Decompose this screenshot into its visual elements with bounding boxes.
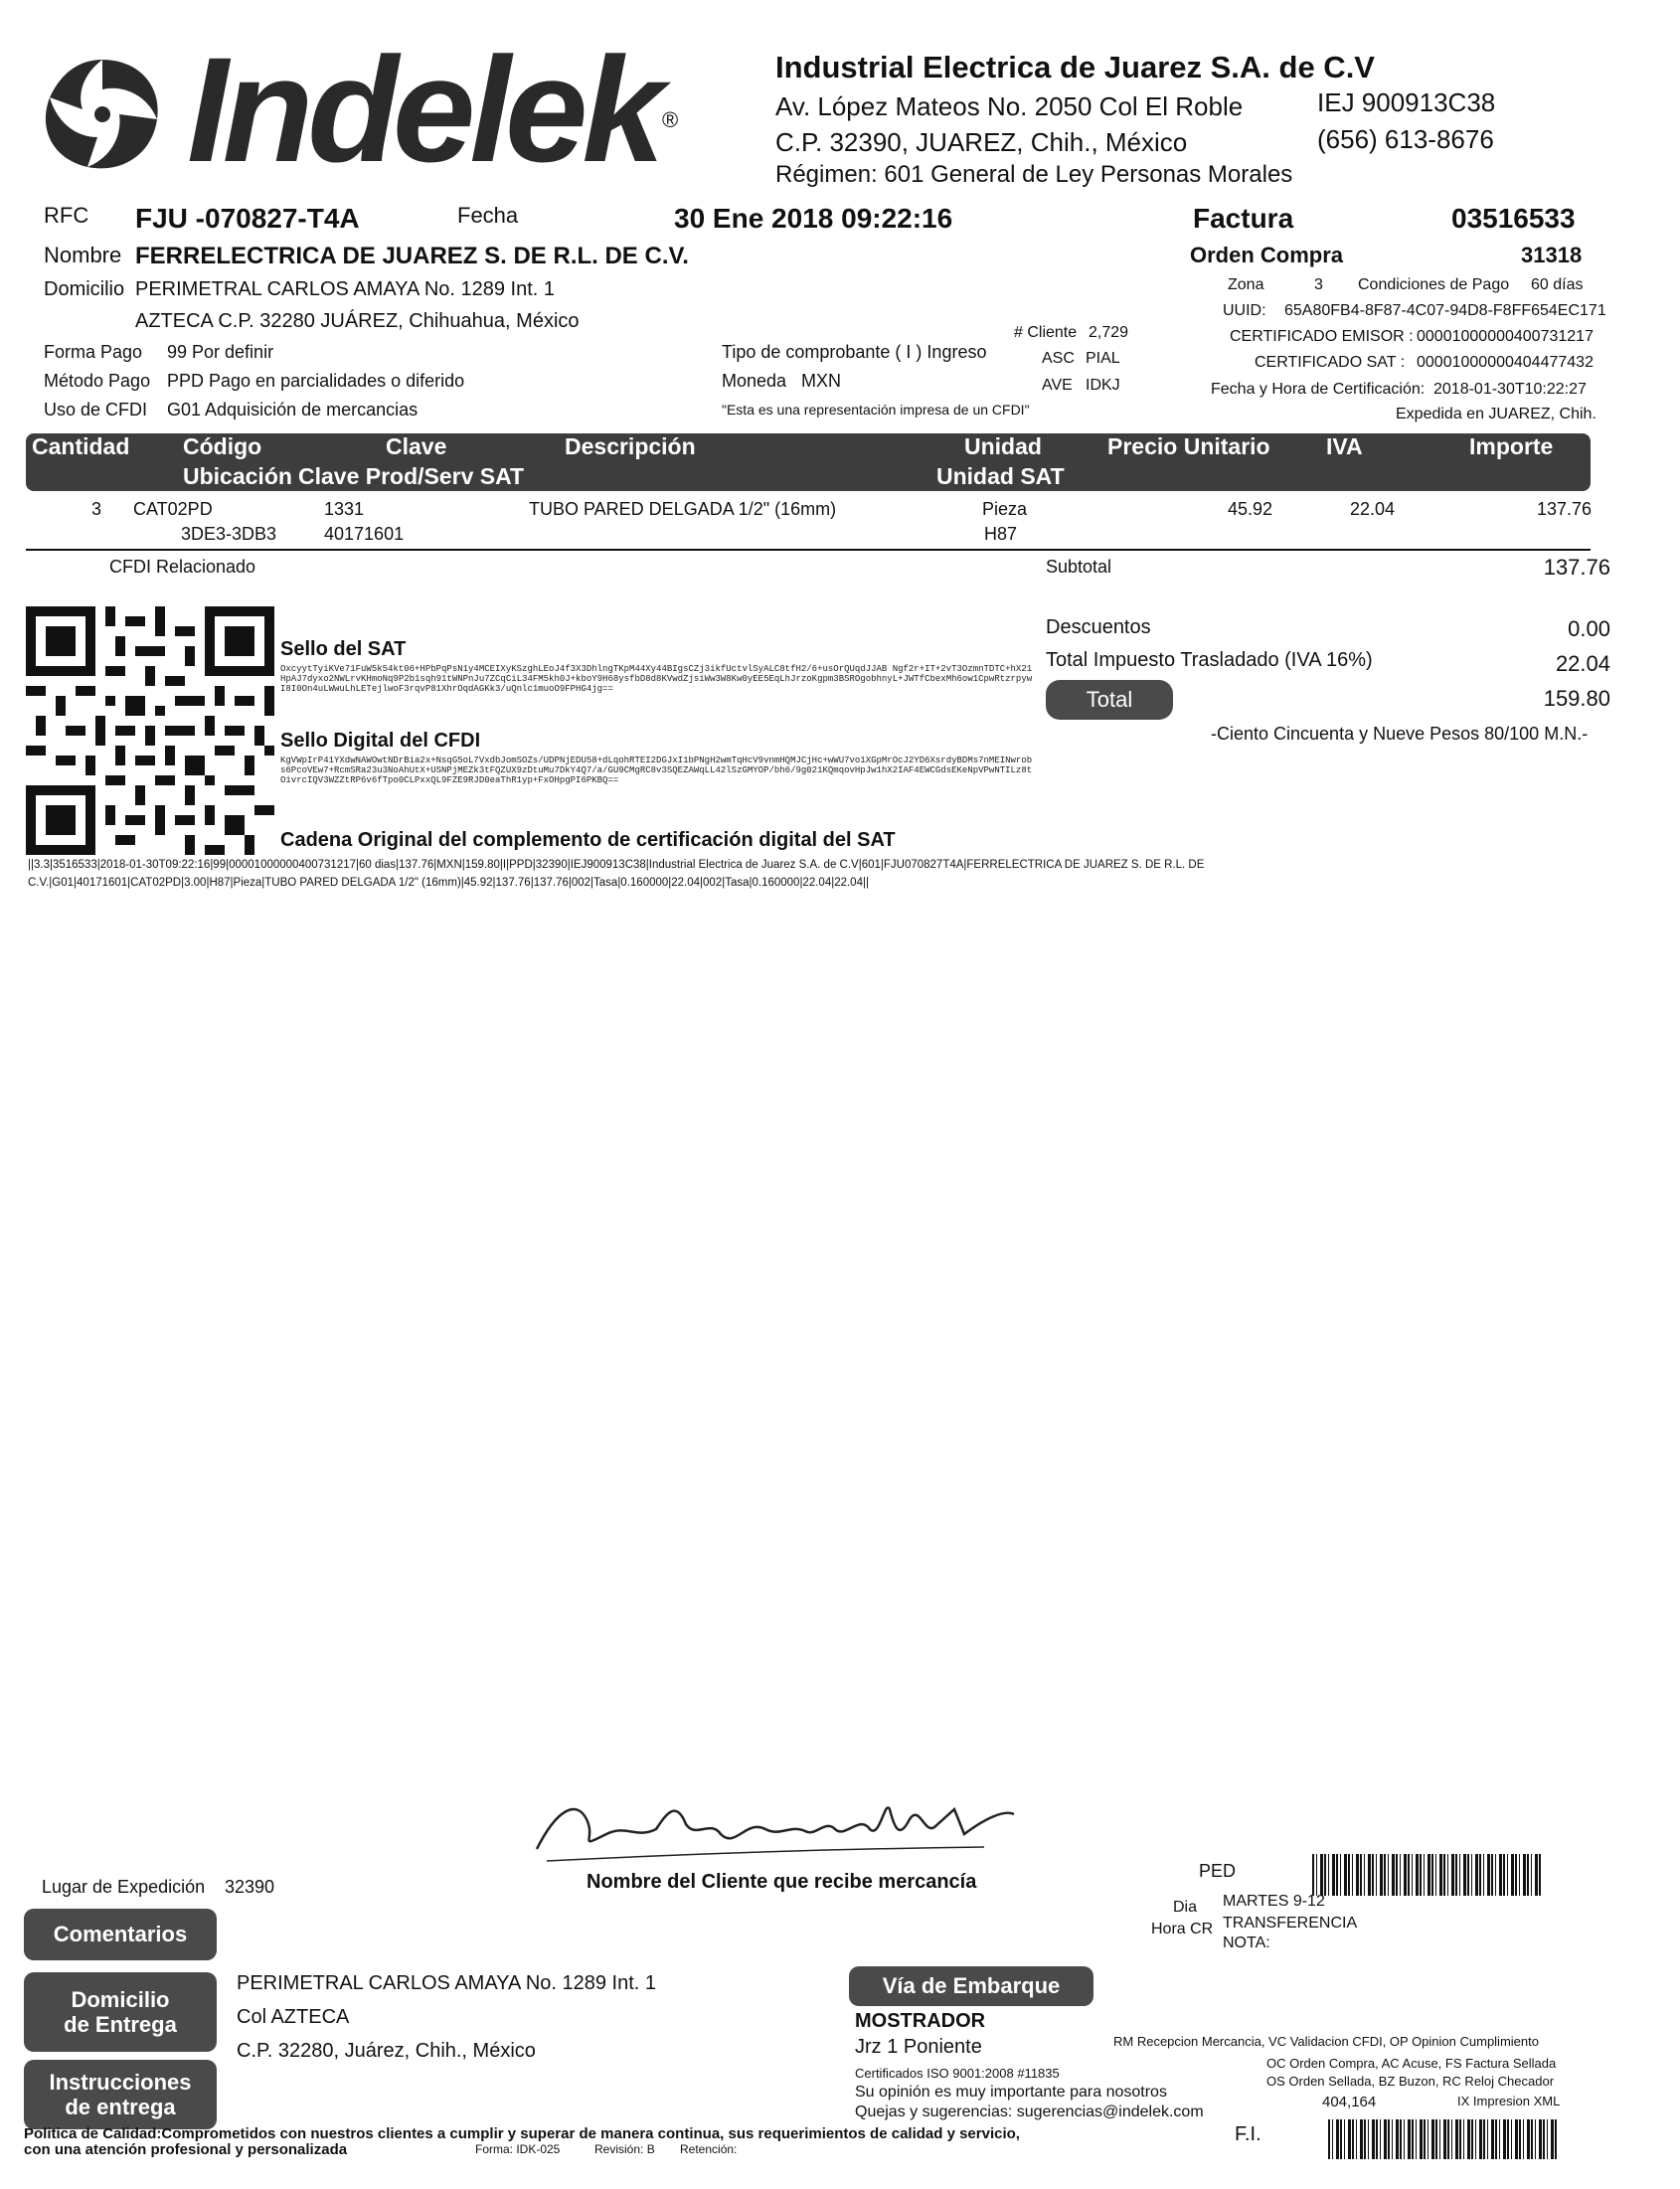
- politica-line1: Politica de Calidad:Comprometidos con nuestros clientes a cumplir y superar de manera continua, sus requerimientos de calidad y servicio,: [24, 2125, 1020, 2142]
- via-embarque-button[interactable]: Vía de Embarque: [849, 1966, 1093, 2006]
- sello-sat-label: Sello del SAT: [280, 638, 407, 660]
- total-value: 159.80: [1543, 686, 1610, 711]
- orden-label: Orden Compra: [1190, 243, 1344, 267]
- col-precio: Precio Unitario: [1107, 433, 1270, 459]
- barcode-bottom-icon: [1328, 2119, 1557, 2159]
- uuid-value: 65A80FB4-8F87-4C07-94D8-F8FF654EC171: [1284, 302, 1606, 319]
- company-phone: (656) 613-8676: [1317, 124, 1494, 154]
- asc-value: PIAL: [1086, 350, 1120, 367]
- leyenda-line1: RM Recepcion Mercancia, VC Validacion CFDI, OP Opinion Cumplimiento: [1113, 2034, 1539, 2049]
- fecha-label: Fecha: [457, 203, 519, 228]
- poniente: Jrz 1 Poniente: [855, 2036, 982, 2058]
- cell-unidad-sat: H87: [984, 524, 1018, 544]
- nombre-value: FERRELECTRICA DE JUAREZ S. DE R.L. DE C.V.: [135, 243, 689, 269]
- hora-label: Hora CR: [1151, 1921, 1214, 1937]
- revision-code: Revisión: B: [594, 2142, 655, 2156]
- cliente-label: # Cliente: [1014, 324, 1078, 341]
- tipo-comprobante: Tipo de comprobante ( I ) Ingreso: [722, 342, 987, 362]
- cell-descripcion: TUBO PARED DELGADA 1/2" (16mm): [529, 499, 837, 519]
- ave-label: AVE: [1042, 377, 1073, 394]
- cell-clave: 1331: [324, 499, 365, 519]
- col-unidad: Unidad: [964, 433, 1042, 459]
- subtotal-value: 137.76: [1543, 555, 1610, 580]
- cell-clave-sat: 40171601: [324, 524, 405, 544]
- dia-value: MARTES 9-12: [1223, 1893, 1325, 1910]
- dia-label: Dia: [1173, 1899, 1198, 1916]
- metodo-value: PPD Pago en parcialidades o diferido: [167, 371, 465, 391]
- cell-ubicacion: 3DE3-3DB3: [181, 524, 277, 544]
- col-ubicacion: Ubicación: [183, 463, 292, 489]
- descuentos-label: Descuentos: [1046, 616, 1151, 638]
- forma-code: Forma: IDK-025: [475, 2142, 561, 2156]
- factura-value: 03516533: [1451, 203, 1576, 234]
- moneda-value: MXN: [801, 371, 841, 391]
- ave-value: IDKJ: [1086, 377, 1120, 394]
- cadena-line2: C.V.|G01|40171601|CAT02PD|3.00|H87|Pieza|TUBO PARED DELGADA 1/2" (16mm)|45.92|137.76|137.76|002|Tasa|0.160000|22.04|002|Tasa|0.160000|22.04|22.04||: [28, 877, 869, 889]
- factura-label: Factura: [1193, 203, 1294, 234]
- nota-label: NOTA:: [1223, 1935, 1270, 1951]
- cell-unidad: Pieza: [982, 499, 1028, 519]
- total-badge: Total: [1046, 680, 1173, 720]
- col-unidad-sat: Unidad SAT: [936, 463, 1065, 489]
- entrega-line3: C.P. 32280, Juárez, Chih., México: [237, 2040, 536, 2062]
- forma-pago-value: 99 Por definir: [167, 342, 274, 362]
- table-header: [26, 433, 1591, 491]
- logo-wordmark: Indelek: [187, 26, 659, 193]
- opinion-text: Su opinión es muy importante para nosotros: [855, 2084, 1167, 2101]
- logo-swirl-icon: [28, 40, 177, 189]
- retencion-label: Retención:: [680, 2142, 738, 2156]
- cell-cantidad: 3: [91, 499, 102, 519]
- representacion-note: "Esta es una representación impresa de un CFDI": [722, 402, 1030, 418]
- cfdi-relacionado: CFDI Relacionado: [109, 557, 256, 577]
- zona-label: Zona: [1228, 276, 1264, 293]
- domicilio-value2: AZTECA C.P. 32280 JUÁREZ, Chihuahua, México: [135, 310, 580, 332]
- impuesto-value: 22.04: [1555, 651, 1610, 676]
- cadena-line1: ||3.3|3516533|2018-01-30T09:22:16|99|00001000000400731217|60 dias|137.76|MXN|159.80|I|PPD|32390|IEJ900913C38|Industrial Electrica de Juarez S.A. de C.V|601|FJU070827T4A|FERRELECTRICA DE JUAREZ S. DE R.L. DE: [28, 859, 1205, 871]
- subtotal-label: Subtotal: [1046, 557, 1112, 577]
- leyenda-line2: OC Orden Compra, AC Acuse, FS Factura Sellada: [1266, 2056, 1557, 2071]
- transferencia: TRANSFERENCIA: [1223, 1915, 1358, 1932]
- sello-cfdi-value: KgVWpIrP41YXdwNAWOwtNDrBia2x+NsqG5oL7VxdbJomSOZs/UDPNjEDU58+dLqohRTEI2DGJxI1bPNgH2wmTqHcV9vnmHQMJCjHc+wWU7vo1XGpMrOcJ2YD6XsrdyBDMs7nMEINwrobs6PcoVEw7+RcmSRa23u3NoAhUtX+USNPjMEZk3tFQZUX9zDtuMu7DkY4Q7/a/GU9CMgRC8v3SQEZAWqLL42lSzGMYOP/bh6/9g021KQmqovHpJw1hX2IAF4EWCGdsEKeNpVPwNTILz8tOivrcIQV3WZZtRP6v6fTpo0CLPxxQL9FZE9RJD0eaThR1yp+FxOHpgPI6PKBQ==: [280, 756, 1033, 785]
- entrega-line1: PERIMETRAL CARLOS AMAYA No. 1289 Int. 1: [237, 1972, 657, 1994]
- registered-icon: ®: [662, 107, 679, 132]
- politica-line2: con una atención profesional y personalizada: [24, 2141, 348, 2158]
- col-cantidad: Cantidad: [32, 433, 130, 459]
- cert-emisor-label: CERTIFICADO EMISOR :: [1230, 328, 1414, 345]
- instrucciones-button[interactable]: Instrucciones de entrega: [24, 2060, 217, 2129]
- domicilio-entrega-button[interactable]: Domicilio de Entrega: [24, 1972, 217, 2052]
- company-address1: Av. López Mateos No. 2050 Col El Roble: [775, 91, 1244, 121]
- cell-importe: 137.76: [1537, 499, 1593, 519]
- asc-label: ASC: [1042, 350, 1075, 367]
- fi-label: F.I.: [1235, 2123, 1261, 2145]
- signature-image: [517, 1779, 1034, 1879]
- col-clave-sat: Clave Prod/Serv SAT: [298, 463, 525, 489]
- expedida-value: Expedida en JUAREZ, Chih.: [1396, 406, 1596, 422]
- col-iva: IVA: [1326, 433, 1363, 459]
- cell-iva: 22.04: [1350, 499, 1396, 519]
- row-divider: [26, 549, 1591, 551]
- uso-value: G01 Adquisición de mercancias: [167, 400, 419, 420]
- leyenda-line3: OS Orden Sellada, BZ Buzon, RC Reloj Checador: [1266, 2074, 1555, 2089]
- company-name: Industrial Electrica de Juarez S.A. de C.V: [775, 50, 1375, 84]
- fecha-cert-label: Fecha y Hora de Certificación:: [1211, 381, 1426, 398]
- mostrador: MOSTRADOR: [855, 2010, 986, 2032]
- qr-code-icon: [26, 606, 274, 855]
- nombre-label: Nombre: [44, 243, 122, 267]
- col-clave: Clave: [386, 433, 447, 459]
- logo: [28, 26, 704, 199]
- col-importe: Importe: [1469, 433, 1554, 459]
- company-address2: C.P. 32390, JUAREZ, Chih., México: [775, 127, 1188, 157]
- lugar-label: Lugar de Expedición: [42, 1877, 206, 1897]
- zona-value: 3: [1314, 276, 1323, 293]
- rfc-value: FJU -070827-T4A: [135, 203, 360, 234]
- cliente-value: 2,729: [1089, 324, 1129, 341]
- iso-cert: Certificados ISO 9001:2008 #11835: [855, 2066, 1060, 2081]
- comentarios-button[interactable]: Comentarios: [24, 1909, 217, 1960]
- forma-pago-label: Forma Pago: [44, 342, 143, 362]
- cell-codigo: CAT02PD: [133, 499, 213, 519]
- uuid-label: UUID:: [1223, 302, 1266, 319]
- fecha-value: 30 Ene 2018 09:22:16: [674, 203, 953, 234]
- uso-label: Uso de CFDI: [44, 400, 148, 420]
- recibe-label: Nombre del Cliente que recibe mercancía: [587, 1871, 977, 1893]
- sello-cfdi-label: Sello Digital del CFDI: [280, 730, 481, 752]
- col-codigo: Código: [183, 433, 262, 459]
- impuesto-label: Total Impuesto Trasladado (IVA 16%): [1046, 649, 1373, 671]
- lugar-value: 32390: [225, 1877, 275, 1897]
- cadena-label: Cadena Original del complemento de certificación digital del SAT: [280, 829, 896, 851]
- cell-precio: 45.92: [1228, 499, 1273, 519]
- numero-value: 404,164: [1322, 2094, 1377, 2110]
- col-descripcion: Descripción: [565, 433, 696, 459]
- sello-sat-value: OxcyytTyiKVe71FuW5k54kt06+HPbPqPsN1y4MCEIXyKSzghLEoJ4f3X3DhlngTKpM44Xy44BIgsCZj3ikfUctvlSyALC8tfH2/6+usOrQUqdJJAB Ngf2r+IT+2vT3OzmnTDTC+hX21HpAJ7dyxo2NWLrvKHmoNq9P2b1sqh91tWNPnJu7ZCqCiL34FM5kh0J+kboY9H68ysfbD8d8KVwdZjsiWw3W8Kw0yEE5EqLhJrzoKgpm3BSROgobhnyL+JWTfCbexMh6ow1CpwRtzrpywI8I0On4uLWwuLhLETejlwoF3rqvP81XhrOqdAGKk3/uQnlc1muoO9FPHG4jg==: [280, 664, 1033, 694]
- domicilio-value1: PERIMETRAL CARLOS AMAYA No. 1289 Int. 1: [135, 278, 556, 300]
- total-letra: -Ciento Cincuenta y Nueve Pesos 80/100 M.N.-: [1211, 724, 1589, 744]
- cert-sat-label: CERTIFICADO SAT :: [1255, 354, 1406, 371]
- barcode-top-icon: [1312, 1854, 1541, 1896]
- leyenda-line4: IX Impresion XML: [1457, 2094, 1561, 2108]
- cert-sat-value: 00001000000404477432: [1417, 354, 1594, 371]
- cert-emisor-value: 00001000000400731217: [1417, 328, 1594, 345]
- metodo-label: Método Pago: [44, 371, 151, 391]
- ped-label: PED: [1199, 1861, 1237, 1881]
- fecha-cert-value: 2018-01-30T10:22:27: [1433, 381, 1587, 398]
- entrega-line2: Col AZTECA: [237, 2006, 350, 2028]
- rfc-label: RFC: [44, 203, 89, 228]
- descuentos-value: 0.00: [1568, 616, 1610, 641]
- quejas-text: Quejas y sugerencias: sugerencias@indelek.com: [855, 2104, 1204, 2120]
- orden-value: 31318: [1521, 243, 1583, 267]
- condiciones-value: 60 días: [1531, 276, 1584, 293]
- condiciones-label: Condiciones de Pago: [1358, 276, 1510, 293]
- company-regimen: Régimen: 601 General de Ley Personas Morales: [775, 161, 1293, 188]
- moneda-label: Moneda: [722, 371, 787, 391]
- company-rfc: IEJ 900913C38: [1317, 87, 1496, 117]
- domicilio-label: Domicilio: [44, 278, 125, 300]
